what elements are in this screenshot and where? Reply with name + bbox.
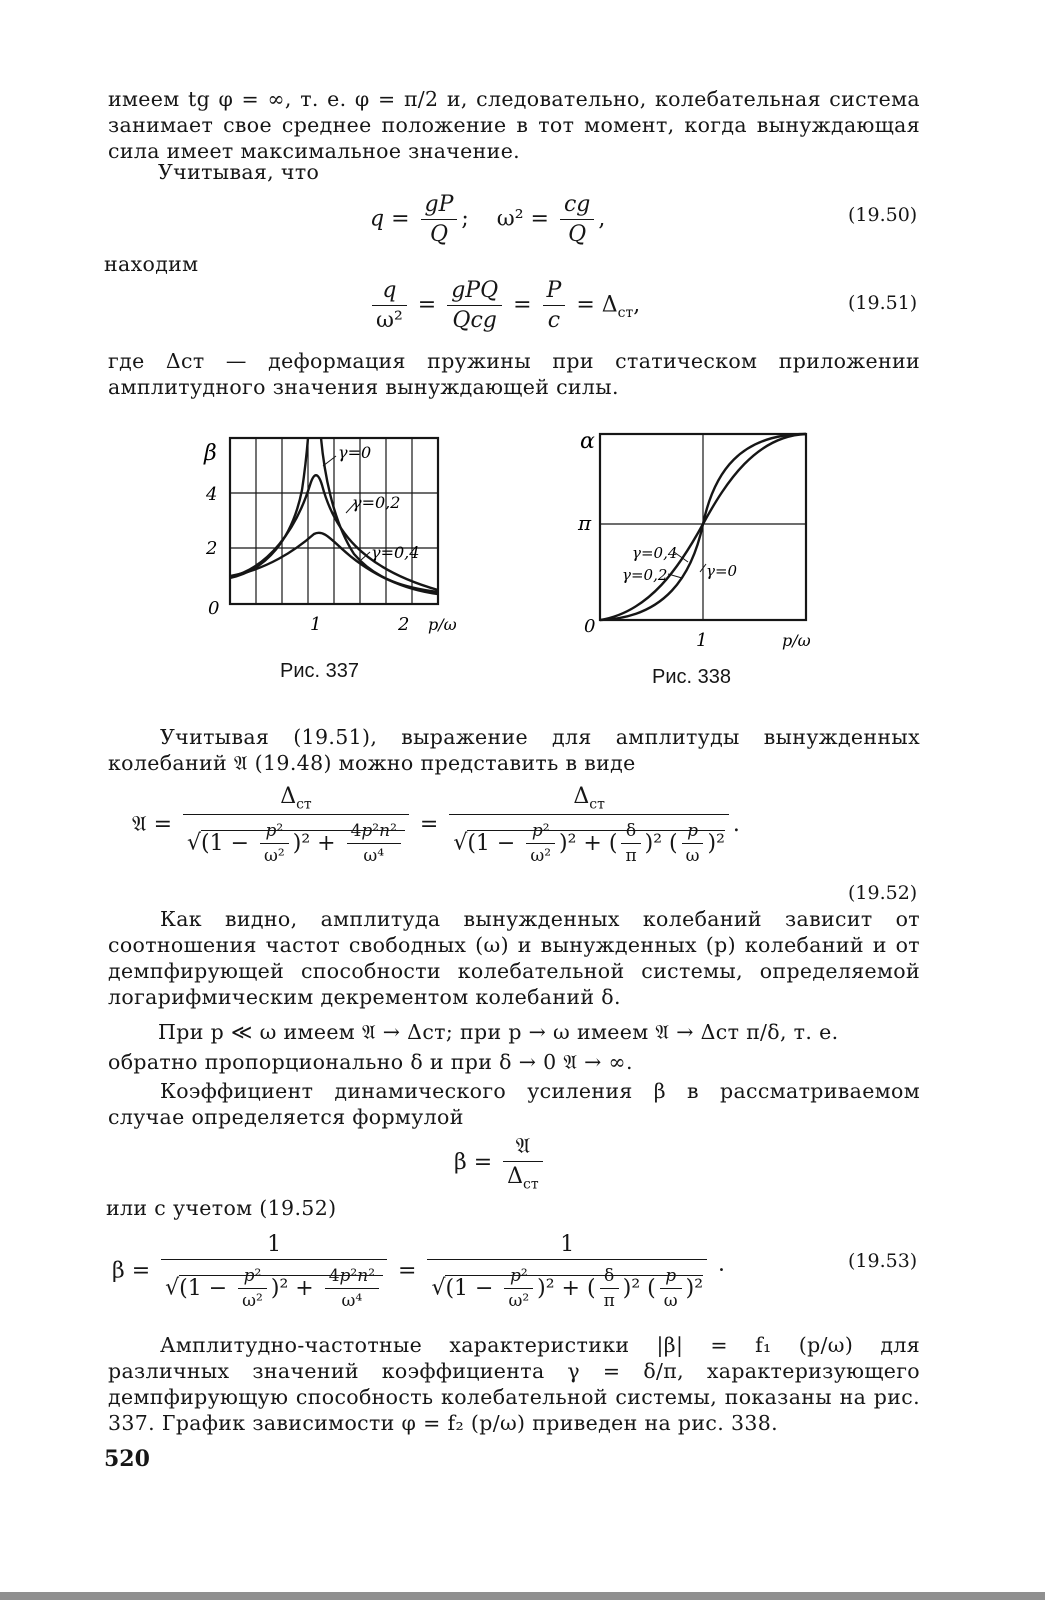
paragraph-amplitude-dependence: Как видно, амплитуда вынужденных колебаний зависит от соотношения частот свободных (ω) и вынужденных (p) колебаний и от демпфирующей способности колебательной системы, определяемой логарифмическим декрементом колебаний δ. (108, 907, 920, 1009)
equation-19-53: β = 1 √(1 − $\frac{\text{p²}}{\text{ω²}}$ )² + $\frac{\text{4p²n²}}{\text{ω⁴}}$ = 1 √(1 − $\frac{\text{p²}}{\text{ω²}}$ )² + ( $\frac{\delta}{\pi}$ )² ( $\frac{p}{\omega}$ )² · (112, 1232, 726, 1311)
figure-337 (196, 430, 466, 650)
y-axis-label: α (580, 429, 595, 454)
curve-label-gamma-0-2: γ=0,2 (352, 493, 401, 512)
equation-number-19-53: (19.53) (848, 1250, 918, 1272)
y-tick-4: 4 (206, 484, 218, 505)
equation-beta: β = $\frac{\text{𝔄}}{\Delta_{ст}}$ (454, 1134, 547, 1192)
paragraph-limits-line1: При p ≪ ω имеем 𝔄 → Δст; при p → ω имеем 𝔄 → Δст π/δ, т. е. (158, 1020, 839, 1044)
equation-number-19-51: (19.51) (848, 292, 918, 314)
equation-number-19-52: (19.52) (848, 882, 918, 904)
equation-19-50: q = $\frac{gP}{Q}$ ; ω² = $\frac{cg}{Q}$ , (370, 192, 606, 247)
paragraph-amplitude-intro: Учитывая (19.51), выражение для амплитуды вынужденных колебаний 𝔄 (19.48) можно представить в виде (108, 725, 920, 775)
x-tick-2: 2 (398, 614, 410, 635)
curve-label-gamma-0-2: γ=0,2 (622, 566, 668, 584)
curve-label-gamma-0-4: γ=0,4 (371, 543, 420, 562)
paragraph-limits-line2: обратно пропорционально δ и при δ → 0 𝔄 → ∞. (108, 1050, 633, 1074)
equation-19-52: 𝔄 = $\Delta_{ст}$ √(1 − $\frac{\text{p²}}{\text{ω²}}$ )² + $\frac{\text{4p²n²}}{\text{ω⁴}}$ = $\Delta_{ст}$ √(1 − $\frac{\text{p²}}{\text{ω²}}$ )² + ( $\frac{\delta}{\pi}$ )² ( $\frac{p}{\omega}$ )² . (132, 784, 740, 867)
page-number: 520 (104, 1446, 150, 1472)
paragraph-characteristics: Амплитудно-частотные характеристики |β| = f₁ (p/ω) для различных значений коэффициента γ = δ/π, характеризующего демпфирующую способность колебательной системы, показаны на рис. 337. График зависимости φ = f₂ (p/ω) приведен на рис. 338. (108, 1333, 920, 1435)
y-tick-pi: π (578, 511, 592, 535)
equation-number-19-50: (19.50) (848, 204, 918, 226)
curve-label-gamma-0: γ=0 (338, 443, 372, 462)
equation-19-51: $\frac{q}{\text{ω²}}$ = $\frac{\text{gPQ}}{\text{Qcg}}$ = $\frac{P}{c}$ = $\Delta_{ст}$, (368, 278, 640, 333)
figure-338 (570, 426, 820, 666)
paragraph-given: Учитывая, что (158, 160, 320, 184)
curve-label-gamma-0-4: γ=0,4 (632, 544, 678, 562)
y-tick-2: 2 (206, 538, 218, 559)
figure-338-caption: Рис. 338 (652, 666, 731, 688)
y-tick-0: 0 (208, 598, 220, 619)
x-tick-1: 1 (696, 630, 708, 651)
paragraph-with-account: или с учетом (19.52) (106, 1196, 337, 1220)
y-tick-0: 0 (584, 616, 596, 637)
paragraph-definition: где Δст — деформация пружины при статическом приложении амплитудного значения вынуждающей силы. (108, 349, 920, 399)
paragraph-find: находим (104, 252, 199, 276)
curve-gamma-0-left (230, 438, 308, 578)
curve-label-gamma-0: γ=0 (706, 562, 738, 580)
page-bottom-edge (0, 1592, 1045, 1600)
figure-337-caption: Рис. 337 (280, 660, 359, 682)
x-axis-label: p/ω (428, 615, 457, 634)
paragraph-gain-coefficient: Коэффициент динамического усиления β в рассматриваемом случае определяется формулой (108, 1079, 920, 1129)
x-tick-1: 1 (310, 614, 322, 635)
paragraph-intro: имеем tg φ = ∞, т. е. φ = π/2 и, следовательно, колебательная система занимает свое среднее положение в тот момент, когда вынуждающая сила имеет максимальное значение. (108, 87, 920, 163)
y-axis-label: β (204, 441, 217, 466)
x-axis-label: p/ω (782, 631, 811, 650)
